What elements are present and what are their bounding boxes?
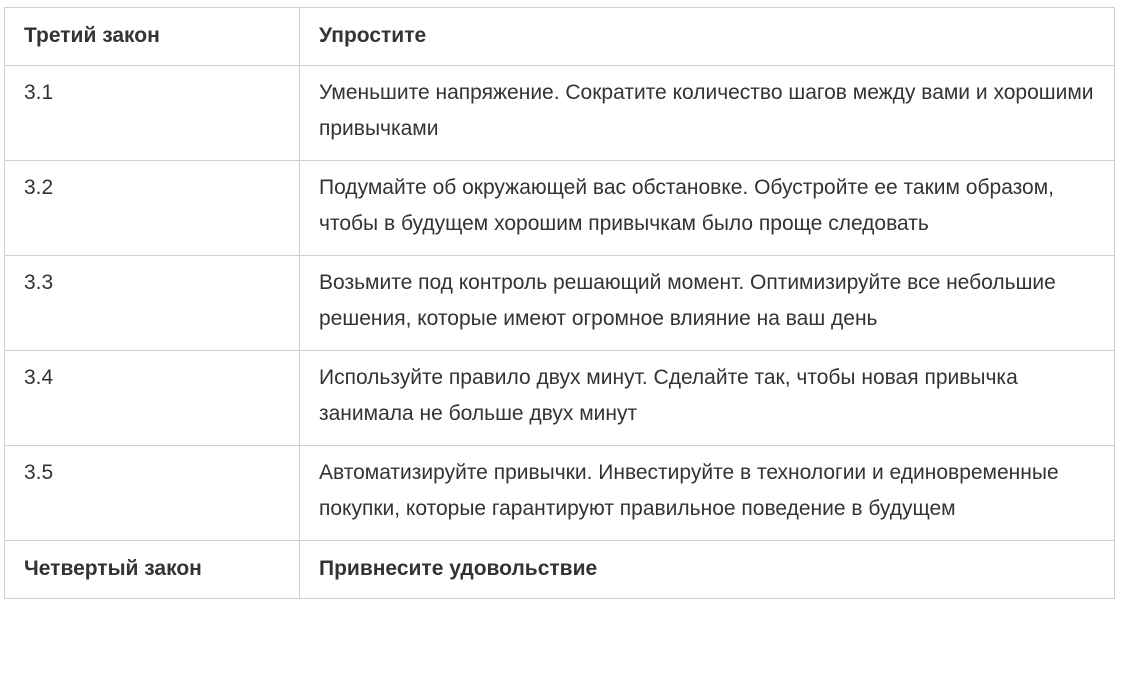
table-row — [5, 351, 1115, 446]
rule-number-cell: 3.2 — [5, 161, 300, 256]
table-row — [5, 66, 1115, 161]
law-title-cell: Упростите — [300, 8, 1115, 66]
table-row — [5, 161, 1115, 256]
table-row — [5, 256, 1115, 351]
table-row — [5, 446, 1115, 541]
habits-table-container — [4, 7, 1114, 599]
rule-number-cell: 3.4 — [5, 351, 300, 446]
rule-number-cell: 3.3 — [5, 256, 300, 351]
rule-number-cell: 3.5 — [5, 446, 300, 541]
next-law-name-cell: Четвертый закон — [5, 541, 300, 599]
rule-text-cell: Используйте правило двух минут. Сделайте так, чтобы новая привычка занимала не больше двух минут — [300, 351, 1115, 446]
rule-text-cell: Уменьшите напряжение. Сократите количество шагов между вами и хорошими привычками — [300, 66, 1115, 161]
law-name-cell: Третий закон — [5, 8, 300, 66]
next-law-title-cell: Привнесите удовольствие — [300, 541, 1115, 599]
rule-text-cell: Автоматизируйте привычки. Инвестируйте в технологии и единовременные покупки, которые гарантируют правильное поведение в будущем — [300, 446, 1115, 541]
rule-number-cell: 3.1 — [5, 66, 300, 161]
habits-table — [4, 7, 1115, 599]
table-footer-row — [5, 541, 1115, 599]
table-header-row — [5, 8, 1115, 66]
rule-text-cell: Возьмите под контроль решающий момент. Оптимизируйте все небольшие решения, которые имеют огромное влияние на ваш день — [300, 256, 1115, 351]
rule-text-cell: Подумайте об окружающей вас обстановке. Обустройте ее таким образом, чтобы в будущем хорошим привычкам было проще следовать — [300, 161, 1115, 256]
